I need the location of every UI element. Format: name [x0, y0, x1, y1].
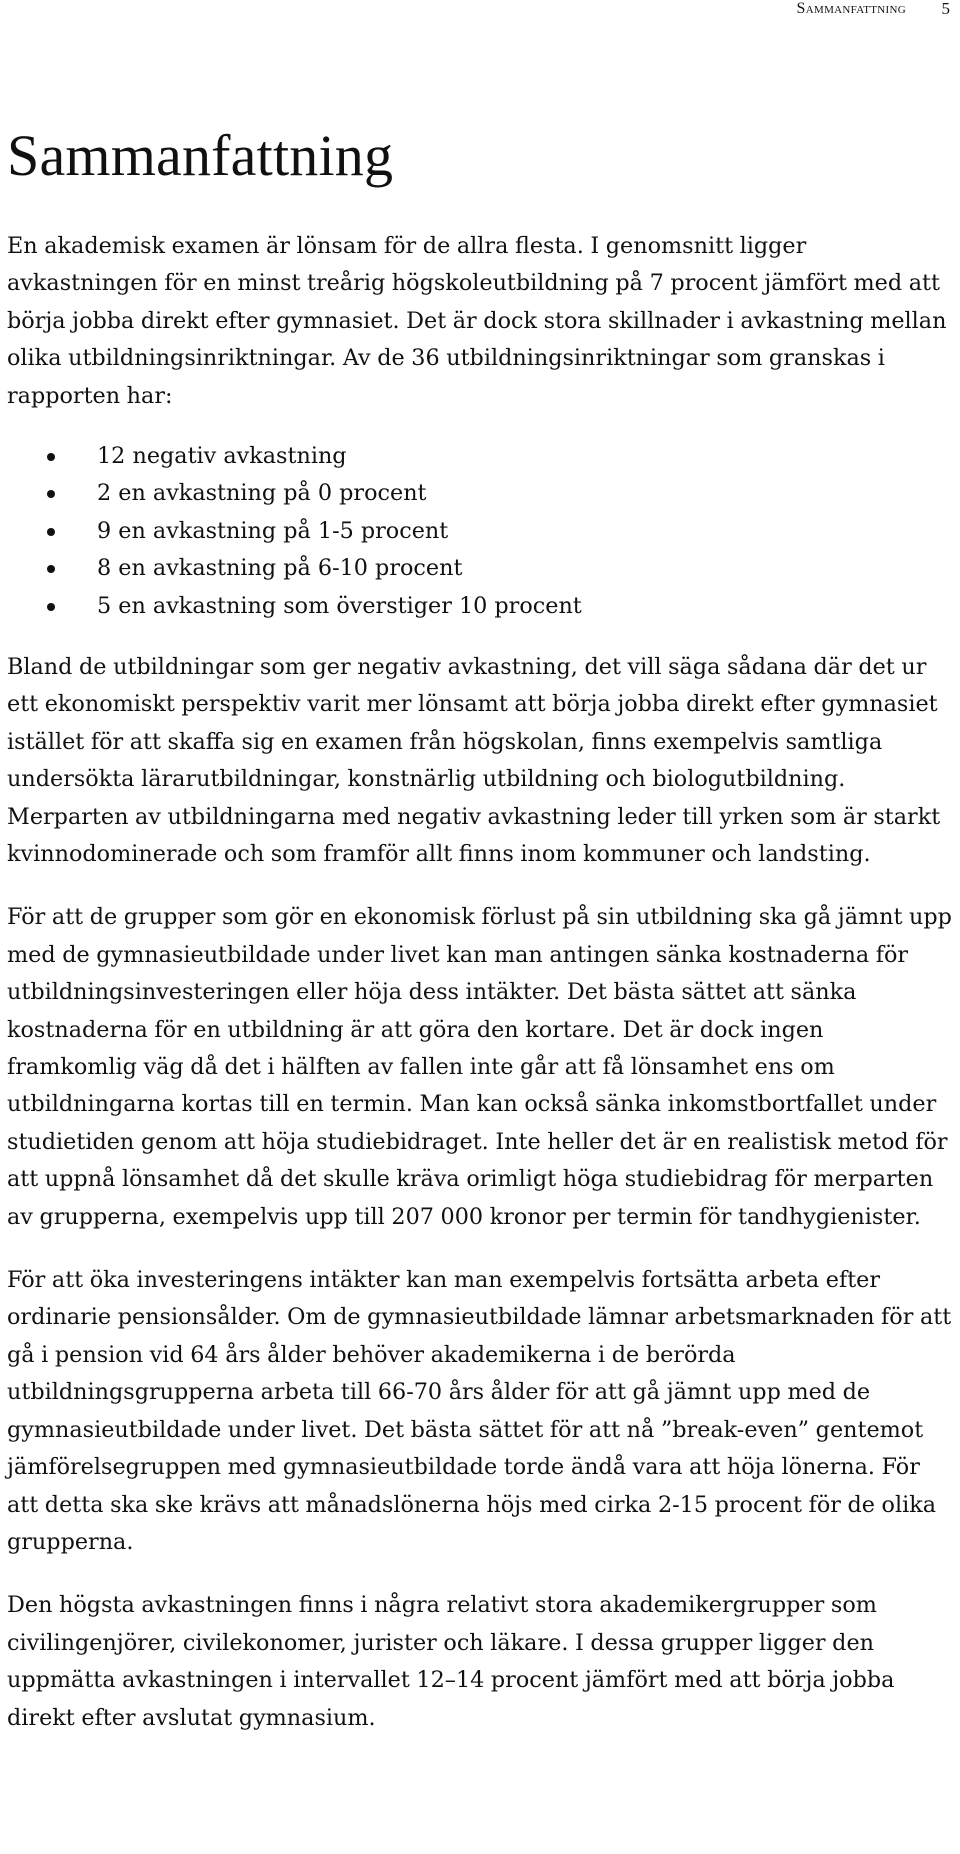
list-item-text: 5 en avkastning som överstiger 10 procent — [97, 592, 582, 619]
list-item-text: 2 en avkastning på 0 procent — [97, 480, 427, 507]
page-number: 5 — [941, 0, 950, 18]
running-header-title: Sammanfattning — [796, 0, 906, 17]
list-item — [7, 475, 954, 512]
bullet-icon — [47, 453, 55, 461]
bullet-icon — [47, 528, 55, 536]
body-paragraph-highest-return: Den högsta avkastningen finns i några relativt stora akademikergrupper som civilingenjörer, civilekonomer, jurister och läkare. I dessa grupper ligger den uppmätta avkastningen i intervallet 12–14 procent jämfört med att börja jobba direkt efter avslutat gymnasium. — [7, 1592, 895, 1731]
list-item-text: 12 negativ avkastning — [97, 443, 347, 470]
result-list — [7, 438, 954, 625]
list-item-text: 8 en avkastning på 6-10 procent — [97, 555, 463, 582]
bullet-icon — [47, 603, 55, 611]
list-item — [7, 588, 954, 625]
list-item-text: 9 en avkastning på 1-5 procent — [97, 517, 449, 544]
body-paragraph-increase-income: För att öka investeringens intäkter kan man exempelvis fortsätta arbeta efter ordinarie pensionsålder. Om de gymnasieutbildade lämnar arbetsmarknaden för att gå i pension vid 64 års ålder behöver akademikerna i de berörda utbildningsgrupperna arbeta till 66-70 års ålder för att gå jämnt upp med de gymnasieutbildade under livet. Det bästa sättet för att nå ”break-even” gentemot jämförelsegruppen med gymnasieutbildade torde ändå vara att höja lönerna. För att detta ska ske krävs att månadslönerna höjs med cirka 2-15 procent för de olika grupperna. — [7, 1267, 952, 1555]
list-item — [7, 513, 954, 550]
intro-paragraph: En akademisk examen är lönsam för de allra flesta. I genomsnitt ligger avkastningen för en minst treårig högskoleutbildning på 7 procent jämfört med att börja jobba direkt efter gymnasiet. Det är dock stora skillnader i avkastning mellan olika utbildningsinriktningar. Av de 36 utbildningsinriktningar som granskas i rapporten har: — [7, 233, 947, 409]
running-header — [0, 0, 960, 24]
page-title: Sammanfattning — [7, 123, 394, 188]
list-item — [7, 550, 954, 587]
body-paragraph-reduce-costs: För att de grupper som gör en ekonomisk förlust på sin utbildning ska gå jämnt upp med de gymnasieutbildade under livet kan man antingen sänka kostnaderna för utbildningsinvesteringen eller höja dess intäkter. Det bästa sättet att sänka kostnaderna för en utbildning är att göra den kortare. Det är dock ingen framkomlig väg då det i hälften av fallen inte går att få lönsamhet ens om utbildningarna kortas till en termin. Man kan också sänka inkomstbortfallet under studietiden genom att höja studiebidraget. Inte heller det är en realistisk metod för att uppnå lönsamhet då det skulle kräva orimligt höga studiebidrag för merparten av grupperna, exempelvis upp till 207 000 kronor per termin för tandhygienister. — [7, 904, 952, 1230]
list-item — [7, 438, 954, 475]
bullet-icon — [47, 565, 55, 573]
page-content — [7, 106, 954, 1737]
body-paragraph-negative-return: Bland de utbildningar som ger negativ avkastning, det vill säga sådana där det ur ett ekonomiskt perspektiv varit mer lönsamt att börja jobba direkt efter gymnasiet istället för att skaffa sig en examen från högskolan, finns exempelvis samtliga undersökta lärarutbildningar, konstnärlig utbildning och biologutbildning. Merparten av utbildningarna med negativ avkastning leder till yrken som är starkt kvinnodominerade och som framför allt finns inom kommuner och landsting. — [7, 653, 941, 868]
bullet-icon — [47, 490, 55, 498]
